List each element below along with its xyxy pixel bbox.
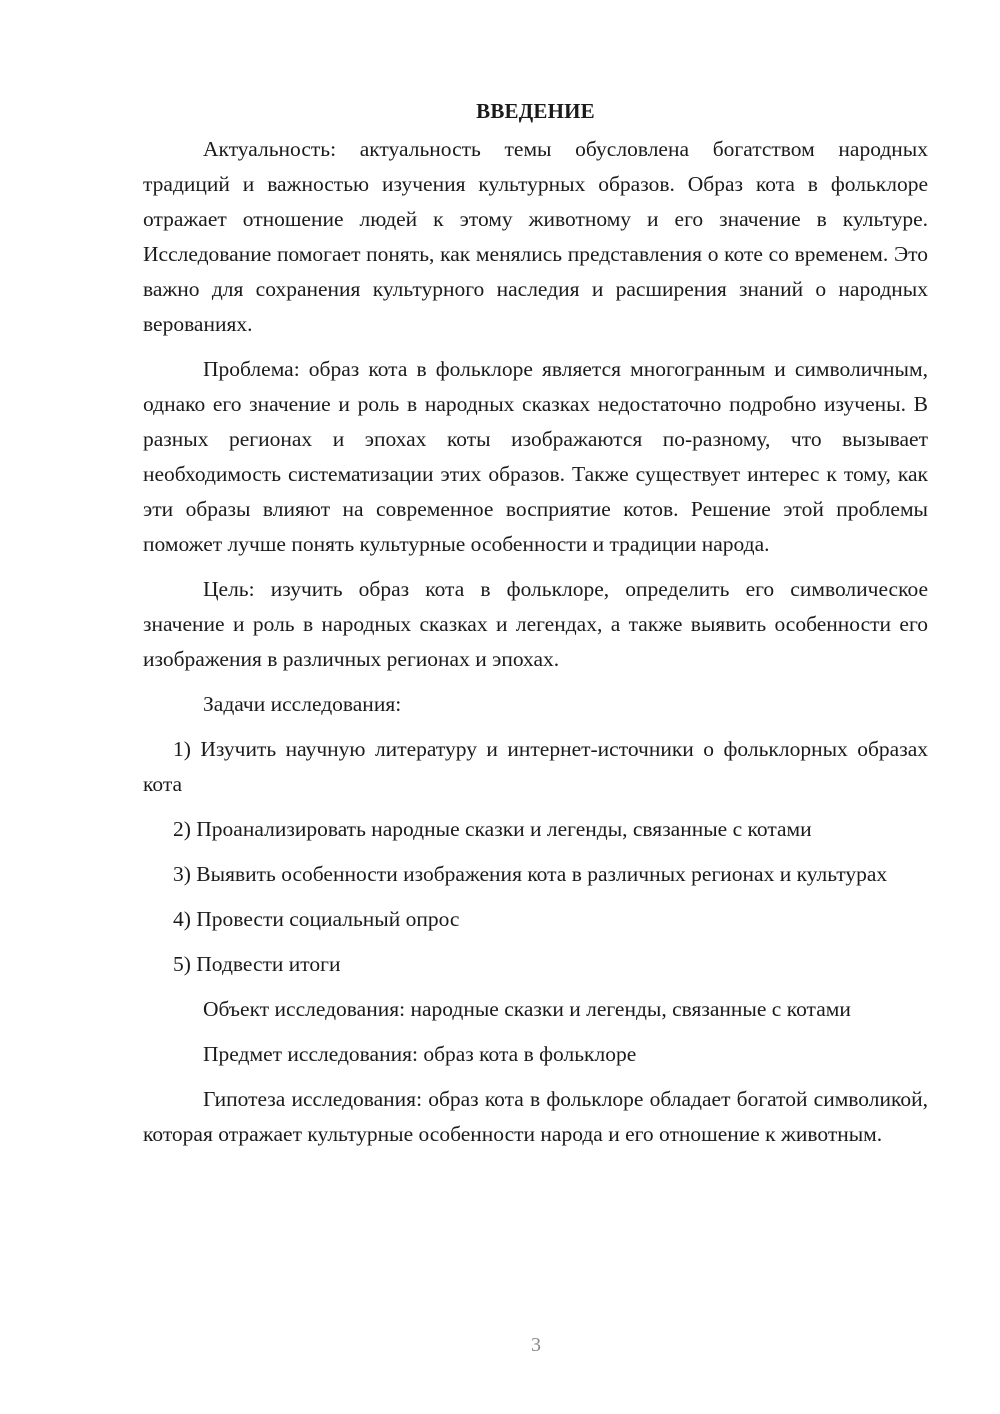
paragraph-tasks-heading: Задачи исследования:: [203, 692, 402, 716]
document-page: [143, 96, 928, 1162]
page-number: 3: [531, 1334, 541, 1356]
task-item-3: 3) Выявить особенности изображения кота в различных регионах и культурах: [173, 862, 888, 886]
task-item-5: 5) Подвести итоги: [173, 952, 341, 976]
paragraph-goal: Цель: изучить образ кота в фольклоре, определить его символическое значение и роль в народных сказках и легендах, а также выявить особенности его изображения в различных регионах и эпохах.: [143, 577, 928, 671]
paragraph-relevance: Актуальность: актуальность темы обусловлена богатством народных традиций и важностью изучения культурных образов. Образ кота в фольклоре отражает отношение людей к этому животному и его значение в культуре. Исследование помогает понять, как менялись представления о коте со временем. Это важно для сохранения культурного наследия и расширения знаний о народных верованиях.: [143, 137, 928, 336]
paragraph-problem: Проблема: образ кота в фольклоре является многогранным и символичным, однако его значение и роль в народных сказках недостаточно подробно изучены. В разных регионах и эпохах коты изображаются по-разному, что вызывает необходимость систематизации этих образов. Также существует интерес к тому, как эти образы влияют на современное восприятие котов. Решение этой проблемы поможет лучше понять культурные особенности и традиции народа.: [143, 357, 928, 556]
section-title: ВВЕДЕНИЕ: [476, 99, 595, 123]
task-item-2: 2) Проанализировать народные сказки и легенды, связанные с котами: [173, 817, 812, 841]
paragraph-hypothesis: Гипотеза исследования: образ кота в фольклоре обладает богатой символикой, которая отражает культурные особенности народа и его отношение к животным.: [143, 1087, 928, 1146]
paragraph-subject: Предмет исследования: образ кота в фольклоре: [203, 1042, 637, 1066]
task-item-1: 1) Изучить научную литературу и интернет-источники о фольклорных образах кота: [143, 737, 928, 796]
task-item-4: 4) Провести социальный опрос: [173, 907, 460, 931]
paragraph-object: Объект исследования: народные сказки и легенды, связанные с котами: [203, 997, 851, 1021]
